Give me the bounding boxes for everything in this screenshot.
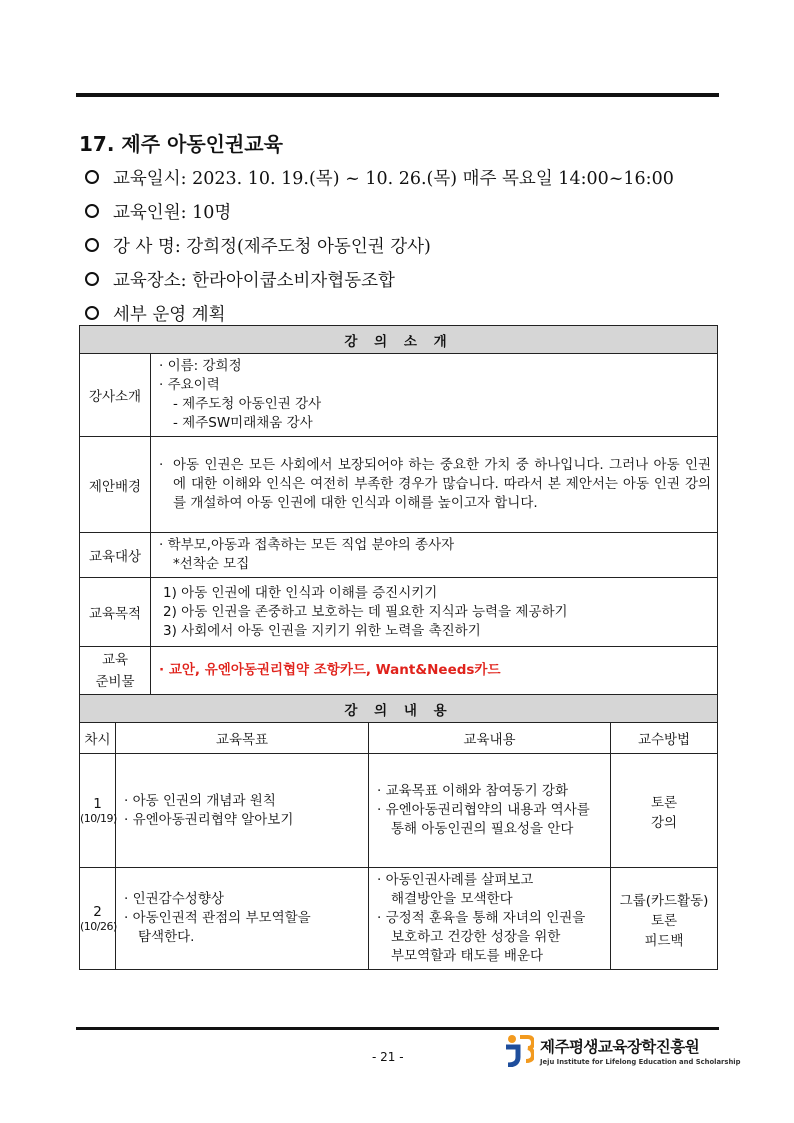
section-title: 17. 제주 아동인권교육 — [79, 132, 283, 156]
session-goals: · 인권감수성향상 · 아동인권적 관점의 부모역할을 탐색한다. — [116, 868, 369, 970]
circle-bullet-icon — [85, 272, 99, 286]
bottom-rule — [76, 1027, 719, 1030]
circle-bullet-icon — [85, 170, 99, 184]
background-content: · 아동 인권은 모든 사회에서 보장되어야 하는 중요한 가치 중 하나입니다. 그러나 아동 인권에 대한 이해와 인식은 여전히 부족한 경우가 많습니다. 따라서 본 제안서는 아동 인권 강의를 개설하여 아동 인권에 대한 인식과 이해를 높이고자 합니다. — [151, 437, 718, 533]
circle-bullet-icon — [85, 238, 99, 252]
col-header-content: 교육내용 — [369, 723, 611, 754]
section-header-content: 강 의 내 용 — [80, 695, 718, 723]
session-contents: · 아동인권사례를 살펴보고 해결방안을 모색한다 · 긍정적 훈육을 통해 자녀의 인권을 보호하고 건강한 성장을 위한 부모역할과 태도를 배운다 — [369, 868, 611, 970]
top-rule — [76, 93, 719, 97]
col-header-method: 교수방법 — [611, 723, 718, 754]
materials-content: · 교안, 유엔아동권리협약 조항카드, Want&Needs카드 — [151, 647, 718, 695]
org-logo — [504, 1033, 740, 1067]
col-header-goal: 교육목표 — [116, 723, 369, 754]
page-number: - 21 - — [372, 1050, 404, 1064]
session-number: 2 (10/26) — [80, 868, 116, 970]
goal-content: 1) 아동 인권에 대한 인식과 이해를 증진시키기 2) 아동 인권을 존중하고 보호하는 데 필요한 지식과 능력을 제공하기 3) 사회에서 아동 인권을 지키기 위한 노력을 촉진하기 — [151, 578, 718, 647]
info-item-instructor: 강 사 명: 강희정(제주도청 아동인권 강사) — [85, 228, 674, 262]
row-label-target: 교육대상 — [80, 533, 151, 578]
row-label-background: 제안배경 — [80, 437, 151, 533]
session-methods: 그룹(카드활동) 토론 피드백 — [611, 868, 718, 970]
target-content: · 학부모,아동과 접촉하는 모든 직업 분야의 종사자 *선착순 모집 — [151, 533, 718, 578]
info-item-count: 교육인원: 10명 — [85, 194, 674, 228]
table-row — [80, 868, 718, 970]
table-row — [80, 754, 718, 868]
info-list — [85, 160, 674, 330]
info-item-date: 교육일시: 2023. 10. 19.(목) ~ 10. 26.(목) 매주 목요일 14:00~16:00 — [85, 160, 674, 194]
circle-bullet-icon — [85, 306, 99, 320]
org-name-block — [540, 1035, 740, 1066]
info-item-plan: 세부 운영 계획 — [85, 296, 674, 330]
col-header-session: 차시 — [80, 723, 116, 754]
instructor-content: · 이름: 강희정 · 주요이력 - 제주도청 아동인권 강사 - 제주SW미래채움 강사 — [151, 354, 718, 437]
session-methods: 토론 강의 — [611, 754, 718, 868]
row-label-instructor: 강사소개 — [80, 354, 151, 437]
session-goals: · 아동 인권의 개념과 원칙 · 유엔아동권리협약 알아보기 — [116, 754, 369, 868]
org-name: 제주평생교육장학진흥원 — [540, 1037, 700, 1056]
session-contents: · 교육목표 이해와 참여동기 강화 · 유엔아동권리협약의 내용과 역사를 통해 아동인권의 필요성을 안다 — [369, 754, 611, 868]
circle-bullet-icon — [85, 204, 99, 218]
row-label-materials: 교육 준비물 — [80, 647, 151, 695]
row-label-goal: 교육목적 — [80, 578, 151, 647]
section-header-intro: 강 의 소 개 — [80, 326, 718, 354]
org-logo-icon — [504, 1033, 534, 1067]
info-item-place: 교육장소: 한라아이쿱소비자협동조합 — [85, 262, 674, 296]
org-name-english: Jeju Institute for Lifelong Education and Scholarship — [540, 1057, 741, 1066]
session-number: 1 (10/19) — [80, 754, 116, 868]
plan-table — [79, 325, 718, 970]
